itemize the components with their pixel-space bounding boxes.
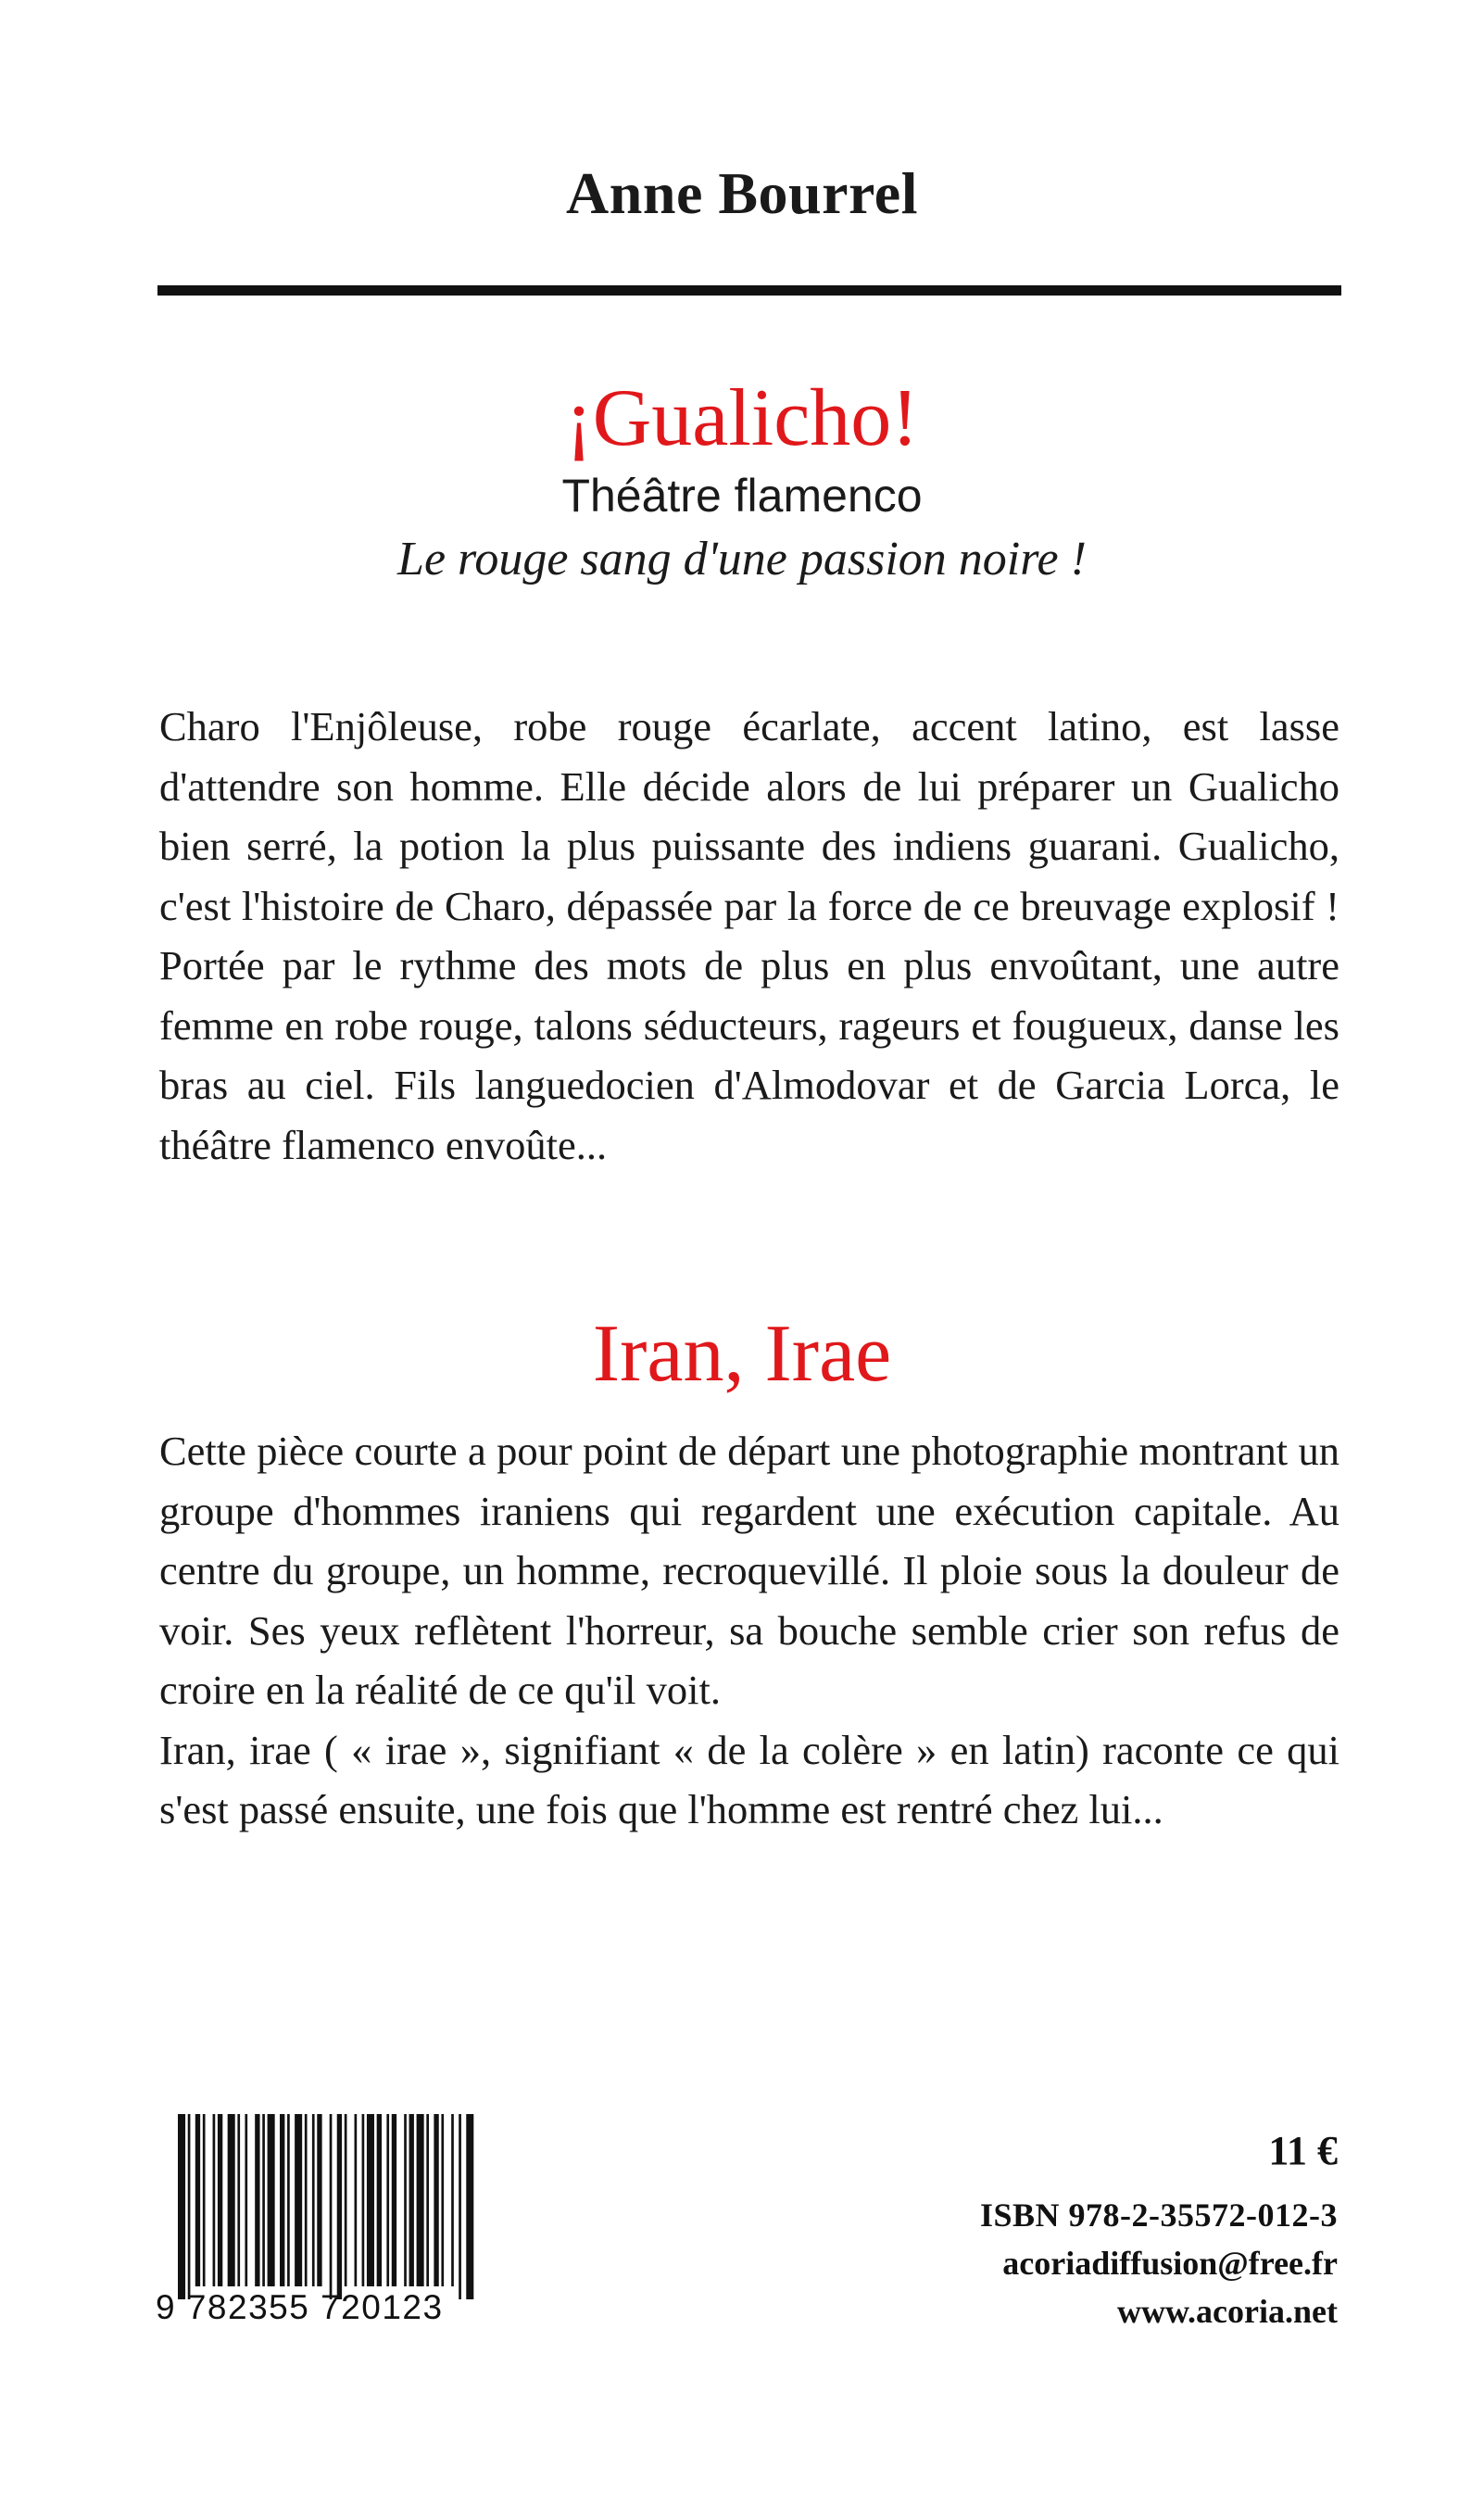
barcode-bar xyxy=(312,2114,315,2286)
barcode-bar xyxy=(386,2114,389,2286)
barcode-bar xyxy=(262,2114,265,2286)
barcode-bar xyxy=(268,2114,275,2286)
barcode-bar xyxy=(459,2114,461,2299)
barcode-bar xyxy=(404,2114,407,2286)
barcode-bar xyxy=(330,2114,333,2299)
play-tagline: Le rouge sang d'une passion noire ! xyxy=(397,533,1087,585)
barcode-bar xyxy=(213,2114,216,2286)
price: 11 € xyxy=(1268,2128,1338,2173)
barcode-bar xyxy=(287,2114,290,2286)
barcode-bar xyxy=(188,2114,191,2299)
barcode-bar xyxy=(203,2114,206,2286)
barcode-bar xyxy=(377,2114,382,2286)
barcode-bar xyxy=(295,2114,302,2286)
barcode-bar xyxy=(317,2114,321,2286)
barcode-bar xyxy=(280,2114,284,2286)
header-divider xyxy=(157,285,1341,296)
barcode-bar xyxy=(178,2114,185,2299)
barcode-bar xyxy=(195,2114,200,2286)
publisher-website: www.acoria.net xyxy=(1117,2293,1338,2330)
barcode-bar xyxy=(417,2114,424,2286)
barcode-bar xyxy=(305,2114,308,2286)
barcode-bar xyxy=(218,2114,222,2286)
gualicho-description xyxy=(159,697,1339,1175)
isbn: ISBN 978-2-35572-012-3 xyxy=(980,2197,1338,2234)
play-title-iran-irae: Iran, Irae xyxy=(592,1309,892,1399)
barcode-number: 9 782355 720123 xyxy=(156,2288,444,2326)
barcode-bar xyxy=(409,2114,414,2286)
gualicho-paragraph: Charo l'Enjôleuse, robe rouge écarlate, accent latino, est lasse d'attendre son homme. Elle décide alors de lui préparer un Gualicho bien serré, la potion la plus puissante des indiens guarani. Gualicho, c'est l'histoire de Charo, dépassée par la force de ce breuvage explosif ! Portée par le rythme des mots de plus en plus envoûtant, une autre femme en robe rouge, talons séducteurs, rageurs et fougueux, danse les bras au ciel. Fils languedocien d'Almodovar et de Garcia Lorca, le théâtre flamenco envoûte... xyxy=(159,703,1339,1168)
barcode-bar xyxy=(237,2114,240,2286)
barcode-bar xyxy=(441,2114,444,2286)
iran-irae-paragraph-2: Iran, irae ( « irae », signifiant « de la colère » en latin) raconte ce qui s'est passé ensuite, une fois que l'homme est rentré chez lui... xyxy=(159,1726,1339,1832)
barcode-bar xyxy=(362,2114,365,2286)
barcode-bar xyxy=(355,2114,358,2286)
barcode-bar xyxy=(426,2114,429,2286)
barcode-bar xyxy=(245,2114,247,2286)
barcode-bar xyxy=(466,2114,473,2299)
play-title-gualicho: ¡Gualicho! xyxy=(565,373,919,463)
iran-irae-description xyxy=(159,1421,1339,1840)
barcode-icon xyxy=(178,2114,476,2299)
barcode-bar xyxy=(392,2114,396,2286)
publisher-email: acoriadiffusion@free.fr xyxy=(1002,2245,1338,2282)
play-subtitle: Théâtre flamenco xyxy=(561,470,923,522)
barcode-bar xyxy=(434,2114,438,2286)
iran-irae-paragraph-1: Cette pièce courte a pour point de départ une photographie montrant un groupe d'hommes iraniens qui regardent une exécution capitale. Au centre du groupe, un homme, recroquevillé. Il ploie sous la douleur de voir. Ses yeux reflètent l'horreur, sa bouche semble crier son refus de croire en la réalité de ce qu'il voit. xyxy=(159,1428,1339,1713)
barcode-bar xyxy=(228,2114,235,2286)
barcode-bar xyxy=(451,2114,454,2286)
author-name: Anne Bourrel xyxy=(566,160,918,226)
barcode-bar xyxy=(255,2114,259,2286)
barcode-bar xyxy=(337,2114,342,2299)
barcode-bar xyxy=(367,2114,374,2286)
barcode-bar xyxy=(345,2114,347,2286)
